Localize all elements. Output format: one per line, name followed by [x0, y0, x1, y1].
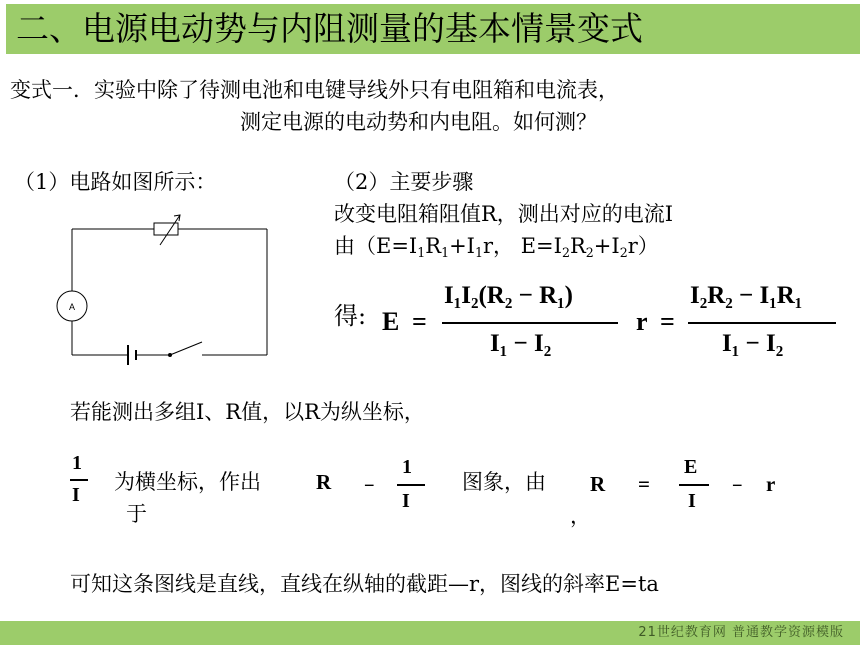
graph-minus: – — [732, 472, 743, 496]
page-title: 二、电源电动势与内阻测量的基本情景变式 — [16, 9, 643, 48]
switch-lever-icon — [170, 342, 202, 355]
switch-contact-icon — [168, 353, 172, 357]
circuit-diagram — [56, 205, 276, 365]
result-E-denominator: I₁ − I₂ — [490, 330, 552, 357]
steps-line-1: 改变电阻箱阻值R，测出对应的电流I — [334, 202, 674, 226]
graph-frac3-bar — [679, 484, 709, 486]
graph-frac1-denominator: I — [72, 484, 80, 506]
problem-line-2: 测定电源的电动势和内电阻。如何测？ — [240, 110, 597, 134]
result-r-label: r — [636, 307, 648, 336]
circuit-caption: （1）电路如图所示： — [14, 170, 217, 194]
graph-frac2-bar — [397, 484, 425, 486]
result-r-numerator: I₂R₂ − I₁R₁ — [690, 282, 803, 309]
problem-line-1: 变式一．实验中除了待测电池和电键导线外只有电阻箱和电流表， — [10, 78, 619, 102]
graph-dash: – — [364, 472, 375, 496]
footer-text: 21世纪教育网 普通教学资源模版 — [638, 625, 844, 640]
graph-frac1-bar — [70, 479, 88, 481]
steps-heading: （2）主要步骤 — [334, 170, 474, 194]
result-r-eq: = — [660, 307, 675, 336]
result-r-fraction-bar — [688, 322, 836, 324]
conclusion-text: 可知这条图线是直线，直线在纵轴的截距—r，图线的斜率E=ta — [70, 572, 659, 596]
ammeter-label: A — [68, 302, 76, 312]
graph-mid-text-top: 为横坐标，作出 — [114, 470, 261, 494]
graph-comma: ， — [570, 504, 591, 528]
graph-frac2-numerator: 1 — [402, 456, 412, 478]
title-bar — [6, 4, 860, 54]
result-r-denominator: I₁ − I₂ — [722, 330, 784, 357]
resistor-box-icon — [154, 223, 178, 235]
graph-R2-label: R — [590, 472, 606, 496]
graph-mid-text-bottom: 于 — [126, 502, 147, 526]
result-E-label: E — [382, 307, 400, 336]
graph-frac1-numerator: 1 — [72, 452, 82, 474]
result-E-numerator: I₁I₂(R₂ − R₁) — [444, 282, 573, 309]
footer-bar — [0, 621, 860, 645]
graph-image-text: 图象，由 — [462, 470, 546, 494]
graph-frac3-numerator: E — [684, 456, 698, 478]
graph-frac2-denominator: I — [402, 490, 410, 512]
graph-R-label: R — [316, 470, 332, 494]
graph-eq: = — [638, 472, 650, 496]
graph-r-label: r — [766, 472, 776, 496]
result-de-label: 得: — [334, 302, 367, 330]
steps-line-2: 由（$E=I_1R_1+I_1r$， $E=I_2R_2+I_2r$） — [334, 234, 659, 261]
result-E-fraction-bar — [442, 322, 618, 324]
graph-frac3-denominator: I — [688, 490, 696, 512]
graph-line-1: 若能测出多组I、R值，以R为纵坐标， — [70, 400, 425, 424]
result-E-eq: = — [412, 307, 427, 336]
